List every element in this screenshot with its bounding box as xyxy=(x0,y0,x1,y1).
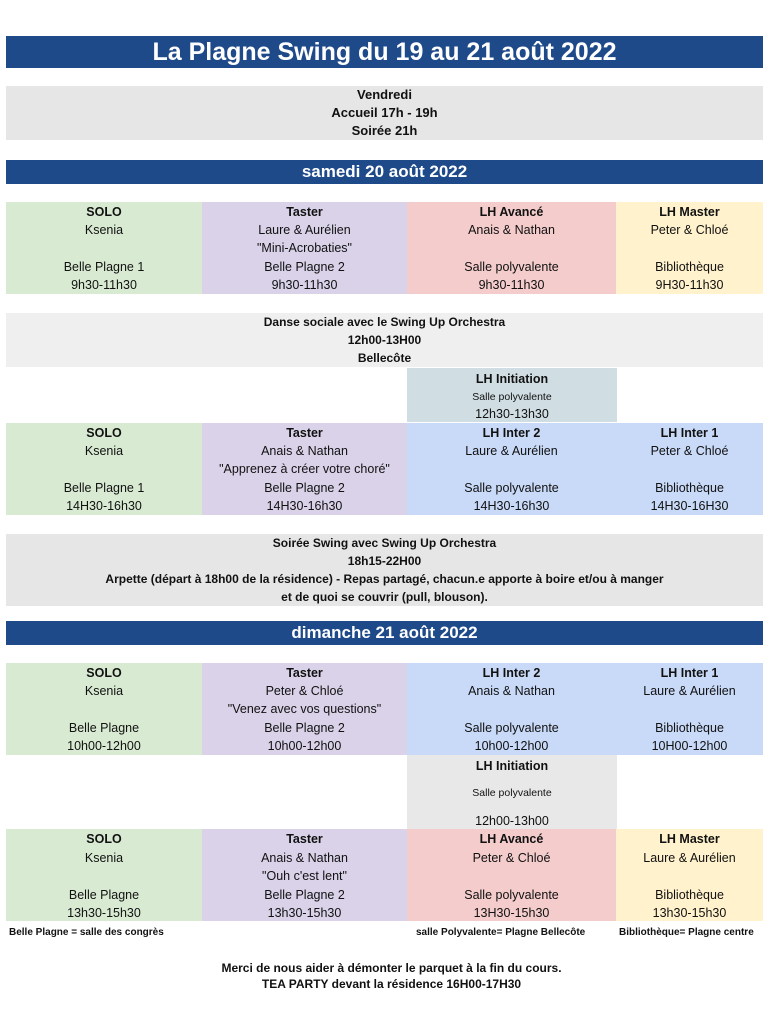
saturday-morning-row xyxy=(6,202,763,294)
course-theme: "Venez avec vos questions" xyxy=(227,702,382,716)
room-name: Salle polyvalente xyxy=(464,260,559,274)
time-slot: 14H30-16h30 xyxy=(473,499,550,513)
time-slot: 13H30-15h30 xyxy=(473,906,550,920)
room-name: Belle Plagne xyxy=(68,888,140,902)
footnote-polyvalente: salle Polyvalente= Plagne Bellecôte xyxy=(416,927,586,938)
course-name: LH Master xyxy=(659,832,720,846)
course-name: LH Avancé xyxy=(479,832,544,846)
time-slot: 9h30-11h30 xyxy=(478,278,545,292)
time-slot: 14H30-16H30 xyxy=(650,499,729,513)
teacher-name: Anais & Nathan xyxy=(261,444,348,458)
time-slot: 9h30-11h30 xyxy=(271,278,338,292)
sunday-header: dimanche 21 août 2022 xyxy=(6,621,763,645)
friday-block xyxy=(6,86,763,140)
saturday-evening-block xyxy=(6,534,763,606)
time-slot: 14H30-16h30 xyxy=(266,499,343,513)
course-theme: "Mini-Acrobaties" xyxy=(256,241,352,255)
closing-line-2: TEA PARTY devant la résidence 16H00-17H30 xyxy=(261,977,522,991)
room-name: Bibliothèque xyxy=(655,721,724,735)
course-name: SOLO xyxy=(86,426,122,440)
course-name: LH Initiation xyxy=(475,372,549,386)
friday-day: Vendredi xyxy=(357,87,412,102)
time-slot: 10h00-12h00 xyxy=(474,739,549,753)
time-slot: 9h30-11h30 xyxy=(71,278,137,292)
sun-initiation-cell xyxy=(407,755,617,829)
teacher-name: Peter & Chloé xyxy=(650,223,729,237)
room-name: Salle polyvalente xyxy=(464,721,559,735)
teacher-name: Ksenia xyxy=(84,684,124,698)
teacher-name: Anais & Nathan xyxy=(261,851,348,865)
teacher-name: Anais & Nathan xyxy=(468,684,555,698)
time-slot: 10h00-12h00 xyxy=(67,739,141,753)
course-name: LH Master xyxy=(659,205,720,219)
sat-pm-taster-cell xyxy=(202,423,407,515)
sun-pm-solo-cell xyxy=(6,829,202,921)
time-slot: 10H00-12h00 xyxy=(651,739,728,753)
time-slot: 13h30-15h30 xyxy=(67,906,141,920)
room-name: Salle polyvalente xyxy=(464,888,559,902)
saturday-afternoon-row xyxy=(6,423,763,515)
course-name: LH Avancé xyxy=(479,205,544,219)
sat-pm-inter2-cell xyxy=(407,423,616,515)
room-name: Bibliothèque xyxy=(655,481,724,495)
room-name: Salle polyvalente xyxy=(472,391,552,403)
course-name: SOLO xyxy=(86,832,122,846)
footnote-bibliotheque: Bibliothèque= Plagne centre xyxy=(619,927,754,938)
teacher-name: Laure & Aurélien xyxy=(643,851,736,865)
teacher-name: Ksenia xyxy=(84,851,124,865)
room-name: Salle polyvalente xyxy=(472,787,552,799)
room-name: Salle polyvalente xyxy=(464,481,559,495)
sat-am-avance-cell xyxy=(407,202,616,294)
course-name: Taster xyxy=(286,666,323,680)
friday-welcome: Accueil 17h - 19h xyxy=(331,105,438,120)
course-name: Taster xyxy=(286,832,323,846)
sun-am-inter2-cell xyxy=(407,663,616,755)
room-name: Belle Plagne 1 xyxy=(63,260,145,274)
course-name: Taster xyxy=(286,426,323,440)
course-name: LH Inter 2 xyxy=(482,426,541,440)
room-name: Belle Plagne 2 xyxy=(264,888,345,902)
course-name: LH Inter 2 xyxy=(482,666,541,680)
sat-pm-solo-cell xyxy=(6,423,202,515)
room-name: Belle Plagne xyxy=(68,721,140,735)
page-title: La Plagne Swing du 19 au 21 août 2022 xyxy=(6,36,763,68)
evening-line2: et de quoi se couvrir (pull, blouson). xyxy=(281,590,488,604)
course-theme: "Ouh c'est lent" xyxy=(262,869,347,883)
course-name: SOLO xyxy=(86,666,122,680)
sun-am-taster-cell xyxy=(202,663,407,755)
time-slot: 9H30-11h30 xyxy=(655,278,724,292)
room-name: Belle Plagne 1 xyxy=(63,481,145,495)
room-name: Belle Plagne 2 xyxy=(264,260,345,274)
teacher-name: Peter & Chloé xyxy=(650,444,729,458)
time-slot: 12h00-13h00 xyxy=(475,814,549,828)
sunday-afternoon-row xyxy=(6,829,763,921)
teacher-name: Laure & Aurélien xyxy=(258,223,351,237)
sat-am-taster-cell xyxy=(202,202,407,294)
sat-pm-inter1-cell xyxy=(616,423,763,515)
sat-am-solo-cell xyxy=(6,202,202,294)
room-name: Bibliothèque xyxy=(655,260,724,274)
time-slot: 13h30-15h30 xyxy=(652,906,727,920)
teacher-name: Peter & Chloé xyxy=(265,684,344,698)
social-place: Bellecôte xyxy=(357,351,412,365)
time-slot: 14H30-16h30 xyxy=(66,499,142,513)
time-slot: 12h30-13h30 xyxy=(475,407,549,421)
course-theme: "Apprenez à créer votre choré" xyxy=(219,462,390,476)
course-name: LH Inter 1 xyxy=(660,666,719,680)
sun-am-solo-cell xyxy=(6,663,202,755)
footnote-belle-plagne: Belle Plagne = salle des congrès xyxy=(9,927,164,938)
sun-pm-master-cell xyxy=(616,829,763,921)
room-name: Bibliothèque xyxy=(655,888,724,902)
sat-am-master-cell xyxy=(616,202,763,294)
time-slot: 10h00-12h00 xyxy=(267,739,342,753)
teacher-name: Laure & Aurélien xyxy=(465,444,558,458)
room-name: Belle Plagne 2 xyxy=(264,481,345,495)
course-name: LH Inter 1 xyxy=(660,426,719,440)
social-time: 12h00-13H00 xyxy=(347,333,422,347)
teacher-name: Peter & Chloé xyxy=(472,851,551,865)
social-title: Danse sociale avec le Swing Up Orchestra xyxy=(263,315,506,329)
evening-line1: Arpette (départ à 18h00 de la résidence) - Repas partagé, chacun.e apporte à boire et/ou à manger xyxy=(105,572,664,586)
evening-title: Soirée Swing avec Swing Up Orchestra xyxy=(272,536,497,550)
saturday-header: samedi 20 août 2022 xyxy=(6,160,763,184)
teacher-name: Laure & Aurélien xyxy=(643,684,736,698)
sun-am-inter1-cell xyxy=(616,663,763,755)
friday-evening: Soirée 21h xyxy=(351,123,418,138)
course-name: LH Initiation xyxy=(475,759,549,773)
teacher-name: Anais & Nathan xyxy=(468,223,555,237)
course-name: SOLO xyxy=(86,205,122,219)
teacher-name: Ksenia xyxy=(84,444,124,458)
time-slot: 13h30-15h30 xyxy=(267,906,342,920)
sunday-morning-row xyxy=(6,663,763,755)
sat-initiation-cell xyxy=(407,368,617,422)
room-name: Belle Plagne 2 xyxy=(264,721,345,735)
sun-pm-taster-cell xyxy=(202,829,407,921)
teacher-name: Ksenia xyxy=(84,223,124,237)
course-name: Taster xyxy=(286,205,323,219)
saturday-social-block xyxy=(6,313,763,367)
sun-pm-avance-cell xyxy=(407,829,616,921)
evening-time: 18h15-22H00 xyxy=(347,554,422,568)
closing-line-1: Merci de nous aider à démonter le parquet à la fin du cours. xyxy=(221,961,562,975)
